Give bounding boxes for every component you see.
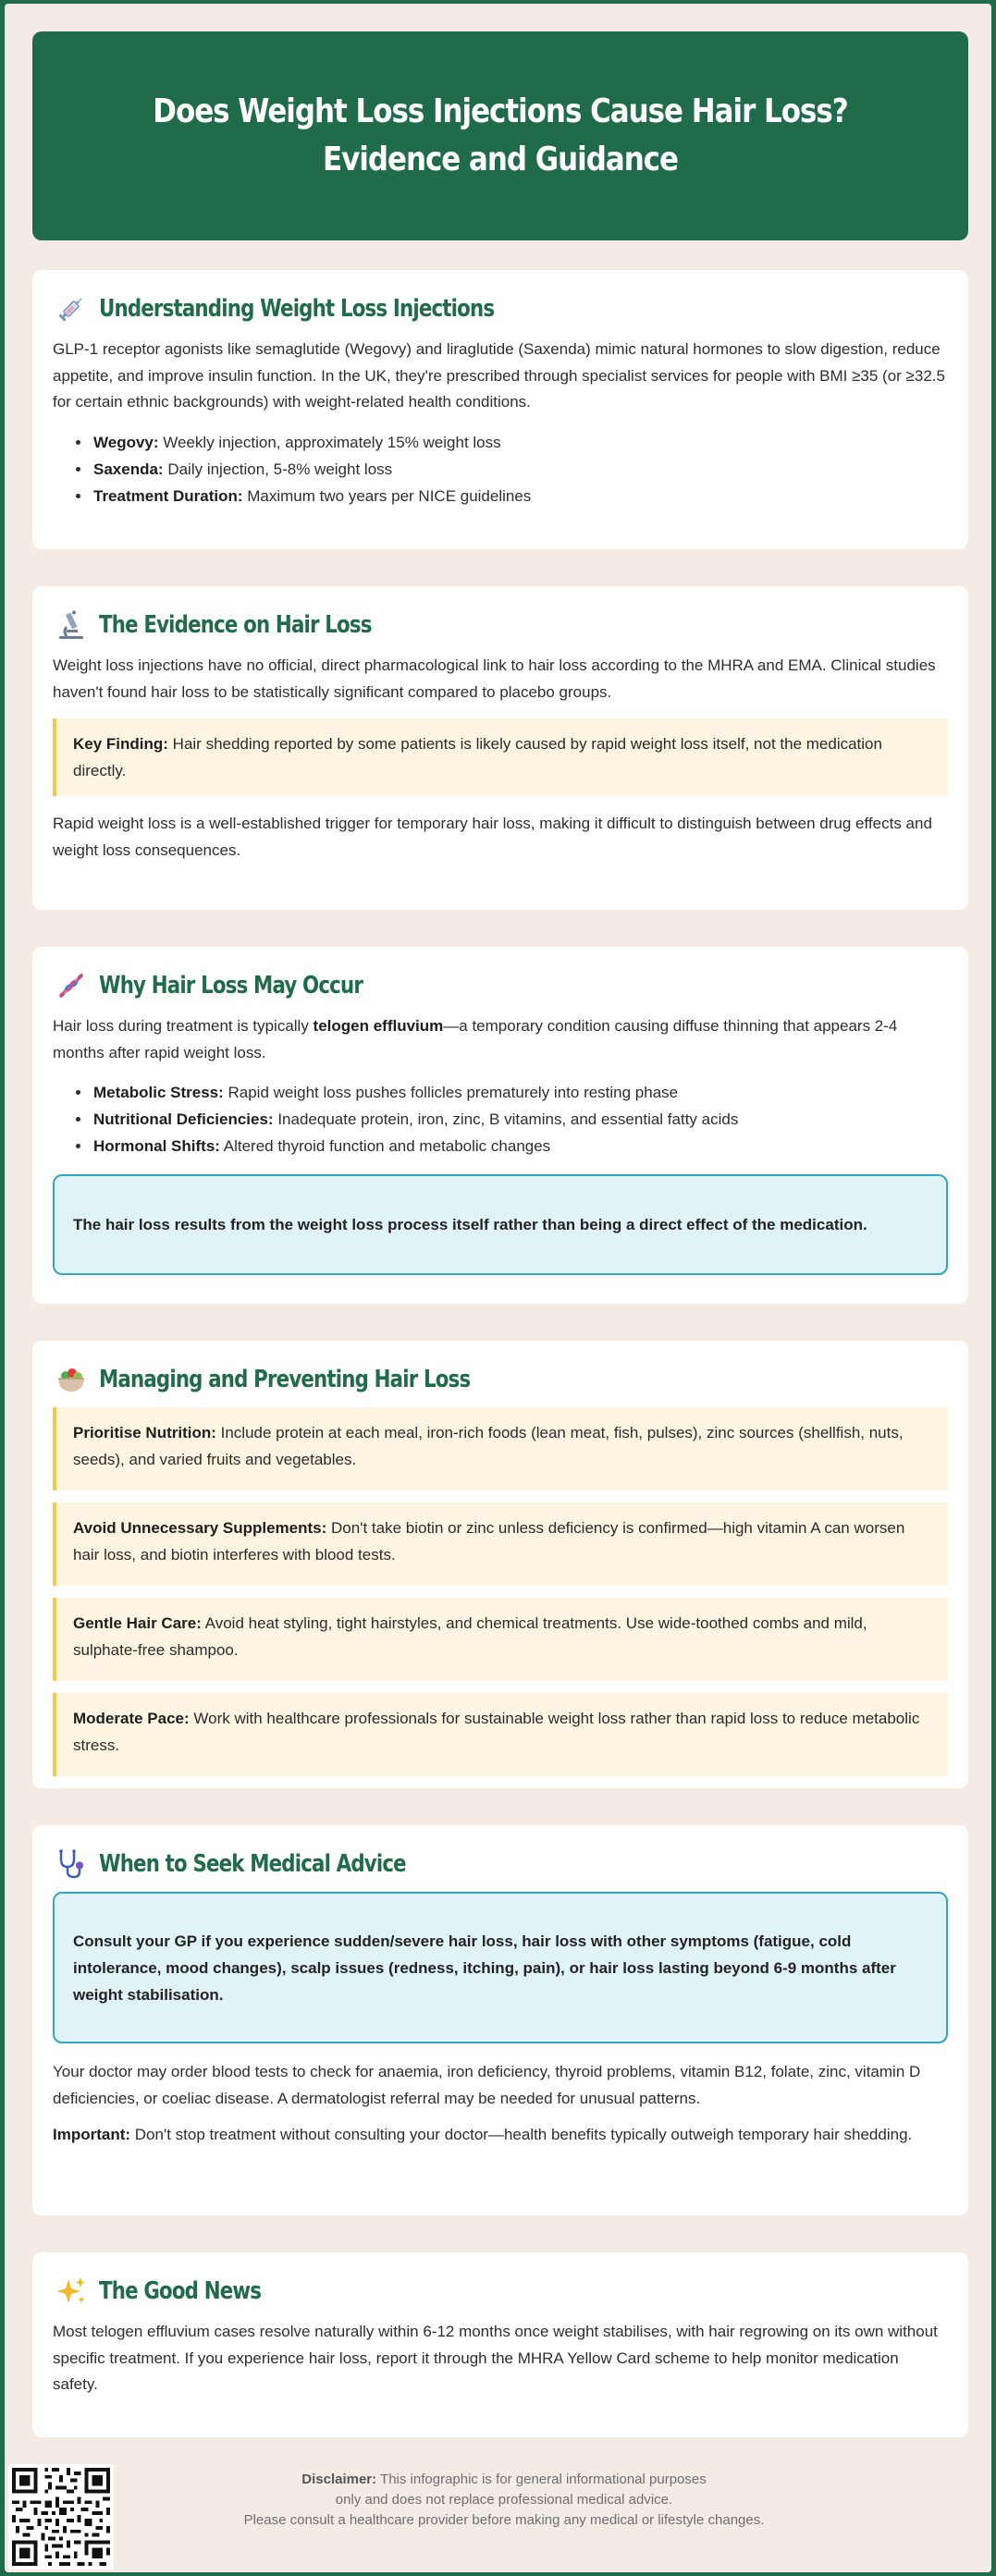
section-managing [32, 1341, 968, 1788]
list-item: • Wegovy: Weekly injection, approximately 15% weight loss [92, 429, 948, 456]
section-medical-advice [32, 1825, 968, 2215]
section-title: Managing and Preventing Hair Loss [99, 1366, 471, 1393]
section-title: The Evidence on Hair Loss [99, 611, 372, 639]
gp-callout: Consult your GP if you experience sudden/severe hair loss, hair loss with other symptoms (fatigue, cold intolerance, mood changes), scalp issues (redness, itching, pain), or hair loss lasting beyond 6-9 months after weight stabilisation. [53, 1892, 948, 2043]
microscope-icon [53, 607, 90, 644]
sparkles-icon [53, 2273, 90, 2310]
cause-callout: The hair loss results from the weight loss process itself rather than being a direct effect of the medication. [53, 1174, 948, 1275]
important-note: Important: Don't stop treatment without consulting your doctor—health benefits typically outweigh temporary hair shedding. [53, 2126, 913, 2143]
tip-box: Avoid Unnecessary Supplements: Don't take biotin or zinc unless deficiency is confirmed—high vitamin A can worsen hair loss, and biotin interferes with blood tests. [53, 1503, 948, 1586]
section-evidence [32, 586, 968, 910]
qr-code [8, 2464, 114, 2570]
list-item: • Hormonal Shifts: Altered thyroid function and metabolic changes [92, 1133, 948, 1159]
list-item: • Saxenda: Daily injection, 5-8% weight loss [92, 456, 948, 483]
tip-box: Prioritise Nutrition: Include protein at each meal, iron-rich foods (lean meat, fish, pulses), zinc sources (shellfish, nuts, seeds), and varied fruits and vegetables. [53, 1407, 948, 1490]
syringe-icon [53, 290, 90, 327]
section-understanding [32, 270, 968, 549]
section-body: Your doctor may order blood tests to check for anaemia, iron deficiency, thyroid problems, vitamin B12, folate, zinc, vitamin D deficiencies, or coeliac disease. A dermatologist referral may be needed for unusual patterns. [53, 2063, 921, 2107]
section-outro: Rapid weight loss is a well-established trigger for temporary hair loss, making it difficult to distinguish between drug effects and weight loss consequences. [53, 815, 932, 859]
list-item: • Nutritional Deficiencies: Inadequate protein, iron, zinc, B vitamins, and essential fatty acids [92, 1106, 948, 1133]
medication-list [92, 429, 948, 509]
infographic-page [5, 4, 991, 2572]
disclaimer: Disclaimer: This infographic is for general informational purposes only and does not replace professional medical advice. Please consult a healthcare provider before making any medical or lifestyle changes. [243, 2472, 765, 2528]
section-intro: GLP-1 receptor agonists like semaglutide (Wegovy) and liraglutide (Saxenda) mimic natural hormones to slow digestion, reduce appetite, and improve insulin function. In the UK, they're prescribed through specialist services for people with BMI ≥35 (or ≥32.5 for certain ethnic backgrounds) with weight-related health conditions. [53, 340, 945, 411]
section-intro: Hair loss during treatment is typically telogen effluvium—a temporary condition causing diffuse thinning that appears 2-4 months after rapid weight loss. [53, 1017, 898, 1061]
section-body: Most telogen effluvium cases resolve naturally within 6-12 months once weight stabilises, with hair regrowing on its own without specific treatment. If you experience hair loss, report it through the MHRA Yellow Card scheme to help monitor medication safety. [53, 2323, 938, 2393]
section-title: Understanding Weight Loss Injections [99, 295, 495, 323]
section-good-news [32, 2252, 968, 2437]
page-title: Does Weight Loss Injections Cause Hair Loss? Evidence and Guidance [153, 92, 848, 178]
list-item: • Metabolic Stress: Rapid weight loss pushes follicles prematurely into resting phase [92, 1079, 948, 1106]
dna-icon [53, 967, 90, 1004]
section-title: When to Seek Medical Advice [99, 1850, 406, 1878]
tip-box: Moderate Pace: Work with healthcare professionals for sustainable weight loss rather than rapid loss to reduce metabolic stress. [53, 1693, 948, 1776]
header-banner [32, 31, 968, 240]
section-why [32, 947, 968, 1304]
cause-list [92, 1079, 948, 1159]
tip-box: Gentle Hair Care: Avoid heat styling, tight hairstyles, and chemical treatments. Use wide-toothed combs and mild, sulphate-free shampoo. [53, 1598, 948, 1681]
list-item: • Treatment Duration: Maximum two years per NICE guidelines [92, 483, 948, 509]
section-title: The Good News [99, 2277, 262, 2305]
section-title: Why Hair Loss May Occur [99, 972, 363, 1000]
key-finding-box: Key Finding: Hair shedding reported by some patients is likely caused by rapid weight loss itself, not the medication directly. [53, 718, 948, 796]
stethoscope-icon [53, 1846, 90, 1883]
salad-bowl-icon [53, 1361, 90, 1398]
section-intro: Weight loss injections have no official, direct pharmacological link to hair loss according to the MHRA and EMA. Clinical studies haven't found hair loss to be statistically significant compared to placebo groups. [53, 656, 936, 701]
